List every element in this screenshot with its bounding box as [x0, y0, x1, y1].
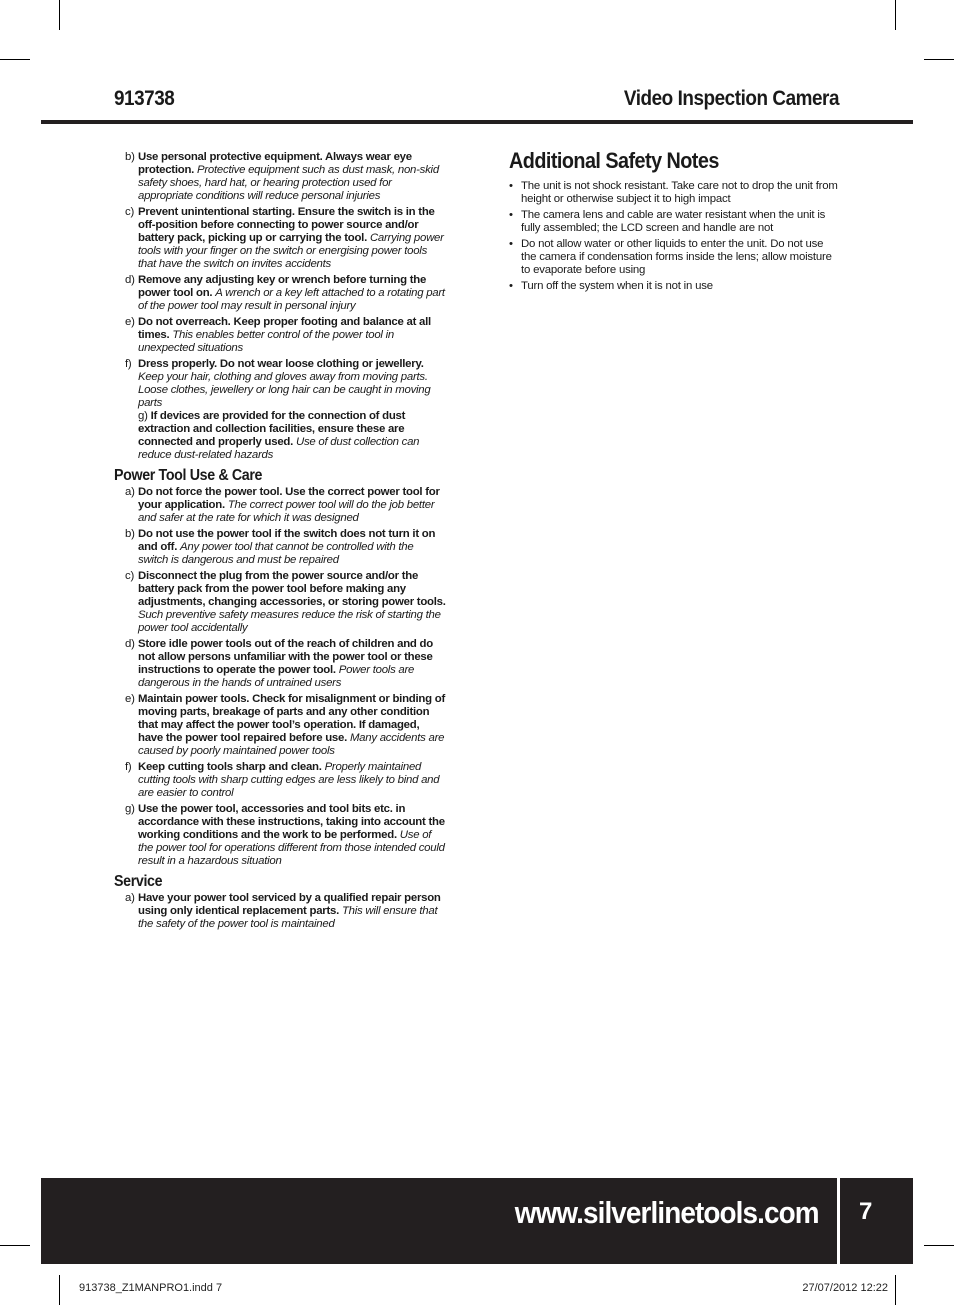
bullet-item: • The camera lens and cable are water resistant when the unit is fully assembled; the LCD screen and handle are not — [509, 209, 826, 234]
slug-filename: 913738_Z1MANPRO1.indd 7 — [79, 1282, 223, 1294]
page-title: Video Inspection Camera — [623, 87, 839, 110]
header-rule — [41, 120, 913, 124]
bullet-icon: • — [509, 238, 513, 250]
list-item: g) Use the power tool, accessories and tool bits etc. in accordance with these instructions, taking into account the working conditions and the work to be performed. Use of the power tool for operations different from those intended could result in a hazardous situation — [125, 803, 445, 867]
list-item: a) Do not force the power tool. Use the correct power tool for your application. The correct power tool will do the job better and safer at the rate for which it was designed — [125, 486, 440, 524]
website-url: www.silverlinetools.com — [515, 1195, 819, 1230]
page-header — [41, 84, 913, 124]
crop-mark-top-right-v — [895, 0, 896, 30]
slug-datetime: 27/07/2012 12:22 — [802, 1282, 888, 1294]
bullet-item: • The unit is not shock resistant. Take care not to drop the unit from height or otherwise subject it to high impact — [509, 180, 838, 205]
page-number: 7 — [859, 1198, 873, 1225]
list-item: a) Have your power tool serviced by a qualified repair person using only identical replacement parts. This will ensure that the safety of the power tool is maintained — [125, 892, 441, 930]
crop-mark-bottom-left-h — [0, 1245, 30, 1246]
crop-mark-top-left-v — [59, 0, 60, 30]
list-item: f) Keep cutting tools sharp and clean. Properly maintained cutting tools with sharp cutting edges are less likely to bind and are easier to control — [125, 761, 440, 799]
list-item: c) Disconnect the plug from the power source and/or the battery pack from the power tool before making any adjustments, changing accessories, or storing power tools. Such preventive safety measures reduce the risk of starting the power tool accidentally — [125, 570, 446, 634]
additional-safety-title: Additional Safety Notes — [509, 148, 719, 173]
list-item: d) Remove any adjusting key or wrench before turning the power tool on. A wrench or a key left attached to a rotating part of the power tool may result in personal injury — [125, 274, 445, 312]
list-item: b) Do not use the power tool if the switch does not turn it on and off. Any power tool that cannot be controlled with the switch is dangerous and must be repaired — [125, 528, 436, 566]
crop-mark-bottom-right-h — [924, 1245, 954, 1246]
list-item: c) Prevent unintentional starting. Ensure the switch is in the off-position before connecting to power source and/or battery pack, picking up or carrying the tool. Carrying power tools with your finger on the switch or energising power tools that have the switch on invites accidents — [125, 206, 444, 270]
list-item: e) Maintain power tools. Check for misalignment or binding of moving parts, breakage of parts and any other condition that may affect the power tool’s operation. If damaged, have the power tool repaired before use. Many accidents are caused by poorly maintained power tools — [125, 693, 445, 757]
crop-mark-top-right-h — [924, 59, 954, 60]
section-heading-service: Service — [114, 873, 163, 890]
footer-bar — [41, 1178, 837, 1264]
product-code: 913738 — [114, 87, 175, 110]
bullet-item: • Do not allow water or other liquids to enter the unit. Do not use the camera if condensation forms inside the lens; allow moisture to evaporate before using — [509, 238, 832, 276]
section-heading-power-tool-use: Power Tool Use & Care — [114, 467, 263, 484]
list-item: e) Do not overreach. Keep proper footing and balance at all times. This enables better control of the power tool in unexpected situations — [125, 316, 431, 354]
bullet-icon: • — [509, 180, 513, 192]
crop-mark-top-left-h — [0, 59, 30, 60]
page-number-box — [840, 1178, 913, 1264]
bullet-icon: • — [509, 280, 513, 292]
left-column — [114, 151, 446, 934]
list-item: b) Use personal protective equipment. Always wear eye protection. Protective equipment such as dust mask, non-skid safety shoes, hard hat, or hearing protection used for appropriate conditions will reduce personal injuries — [125, 151, 439, 202]
list-item: d) Store idle power tools out of the reach of children and do not allow persons unfamiliar with the power tool or these instructions to operate the power tool. Power tools are dangerous in the hands of untrained users — [125, 638, 433, 689]
list-item: f) Dress properly. Do not wear loose clothing or jewellery. Keep your hair, clothing and gloves away from moving parts. Loose clothes, jewellery or long hair can be caught in moving parts g) If devices are provided for the connection of dust extraction and collection facilities, ensure these are connected and properly used. Use of dust collection can reduce dust-related hazards — [114, 358, 446, 462]
nested-item: g) If devices are provided for the connection of dust extraction and collection facilities, ensure these are connected and properly used. Use of dust collection can reduce dust-related hazards — [138, 410, 420, 461]
crop-mark-bottom-left-v — [59, 1275, 60, 1305]
crop-mark-bottom-right-v — [895, 1275, 896, 1305]
bullet-item: • Turn off the system when it is not in use — [509, 280, 713, 292]
right-column — [509, 148, 839, 296]
bullet-icon: • — [509, 209, 513, 221]
